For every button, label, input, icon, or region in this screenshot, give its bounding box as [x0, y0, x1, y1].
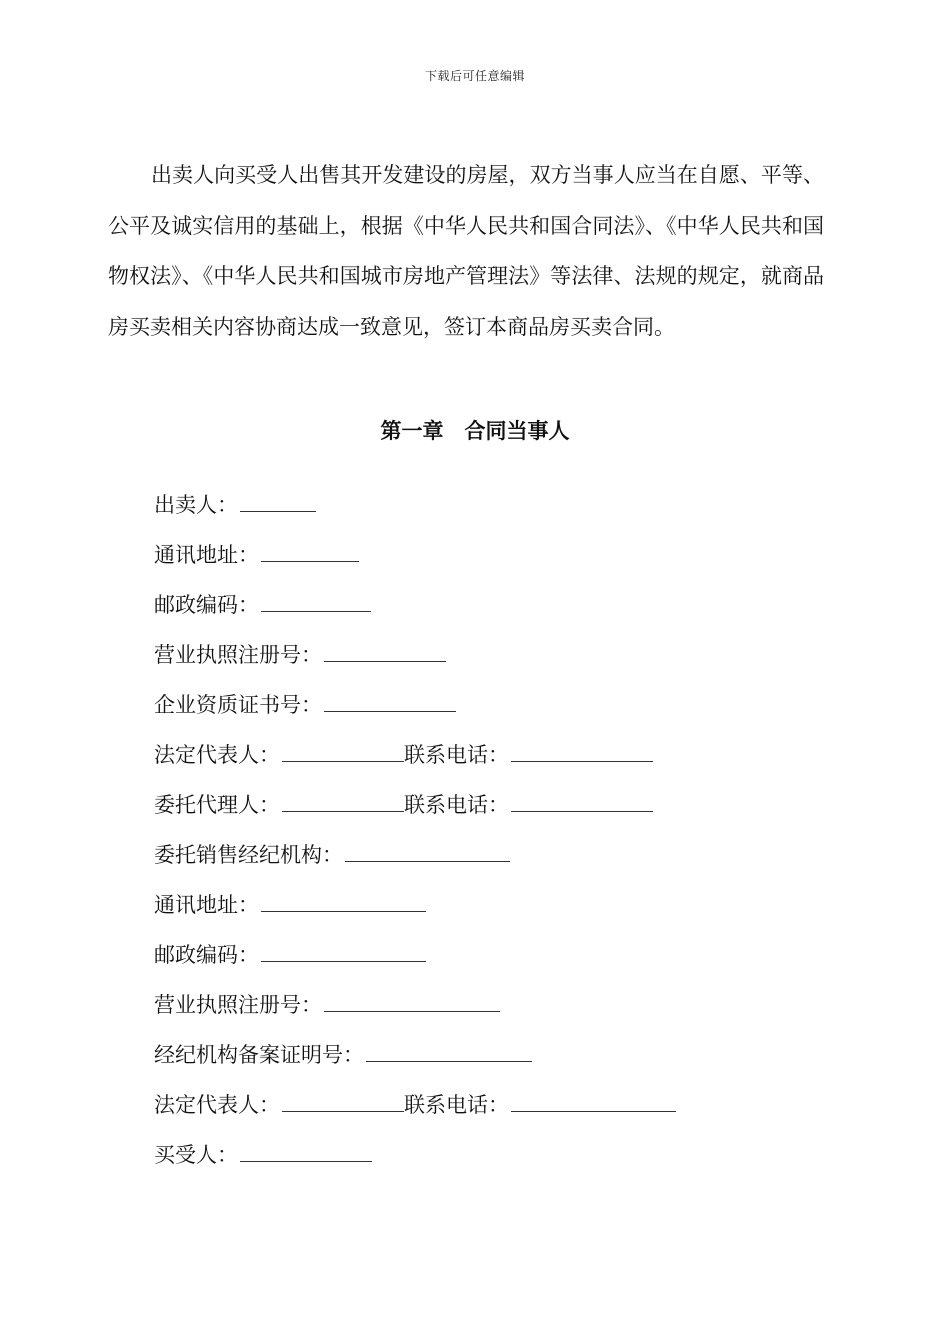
field-label: 企业资质证书号：	[154, 693, 322, 717]
field-label: 法定代表人：	[154, 1093, 280, 1117]
field-seller-license	[154, 638, 854, 688]
field-label: 经纪机构备案证明号：	[154, 1043, 364, 1067]
broker-filing-blank[interactable]	[366, 1041, 532, 1062]
field-broker	[154, 838, 854, 888]
field-broker-license	[154, 988, 854, 1038]
seller-postcode-blank[interactable]	[261, 591, 371, 612]
field-label: 邮政编码：	[154, 943, 259, 967]
seller-blank[interactable]	[240, 491, 316, 512]
broker-address-blank[interactable]	[261, 891, 426, 912]
field-label: 委托销售经纪机构：	[154, 843, 343, 867]
broker-legal-rep-blank[interactable]	[282, 1091, 404, 1112]
field-label-phone: 联系电话：	[404, 1093, 509, 1117]
field-seller-address	[154, 538, 854, 588]
party-fields-list	[154, 488, 854, 1188]
buyer-blank[interactable]	[240, 1141, 372, 1162]
field-label: 委托代理人：	[154, 793, 280, 817]
broker-legal-rep-phone-blank[interactable]	[511, 1091, 676, 1112]
field-seller-postcode	[154, 588, 854, 638]
field-label: 邮政编码：	[154, 593, 259, 617]
seller-qualification-blank[interactable]	[324, 691, 456, 712]
field-label: 法定代表人：	[154, 743, 280, 767]
broker-license-blank[interactable]	[324, 991, 500, 1012]
seller-legal-rep-blank[interactable]	[282, 741, 404, 762]
field-label: 出卖人：	[154, 493, 238, 517]
field-seller	[154, 488, 854, 538]
field-seller-agent	[154, 788, 854, 838]
field-label-phone: 联系电话：	[404, 793, 509, 817]
seller-agent-phone-blank[interactable]	[511, 791, 653, 812]
field-label: 营业执照注册号：	[154, 643, 322, 667]
seller-license-blank[interactable]	[324, 641, 446, 662]
field-label: 营业执照注册号：	[154, 993, 322, 1017]
field-broker-postcode	[154, 938, 854, 988]
field-buyer	[154, 1138, 854, 1188]
field-seller-qualification	[154, 688, 854, 738]
field-label: 买受人：	[154, 1143, 238, 1167]
seller-agent-blank[interactable]	[282, 791, 404, 812]
broker-postcode-blank[interactable]	[261, 941, 426, 962]
field-label: 通讯地址：	[154, 543, 259, 567]
intro-paragraph: 出卖人向买受人出售其开发建设的房屋，双方当事人应当在自愿、平等、公平及诚实信用的基础上，根据《中华人民共和国合同法》、《中华人民共和国物权法》、《中华人民共和国城市房地产管理法》等法律、法规的规定，就商品房买卖相关内容协商达成一致意见，签订本商品房买卖合同。	[108, 163, 824, 339]
field-seller-legal-rep	[154, 738, 854, 788]
header-note: 下载后可任意编辑	[424, 69, 525, 83]
broker-blank[interactable]	[345, 841, 510, 862]
chapter-title: 第一章 合同当事人	[380, 419, 570, 443]
field-label-phone: 联系电话：	[404, 743, 509, 767]
field-broker-filing	[154, 1038, 854, 1088]
seller-legal-rep-phone-blank[interactable]	[511, 741, 653, 762]
field-broker-legal-rep	[154, 1088, 854, 1138]
field-broker-address	[154, 888, 854, 938]
seller-address-blank[interactable]	[261, 541, 359, 562]
field-label: 通讯地址：	[154, 893, 259, 917]
